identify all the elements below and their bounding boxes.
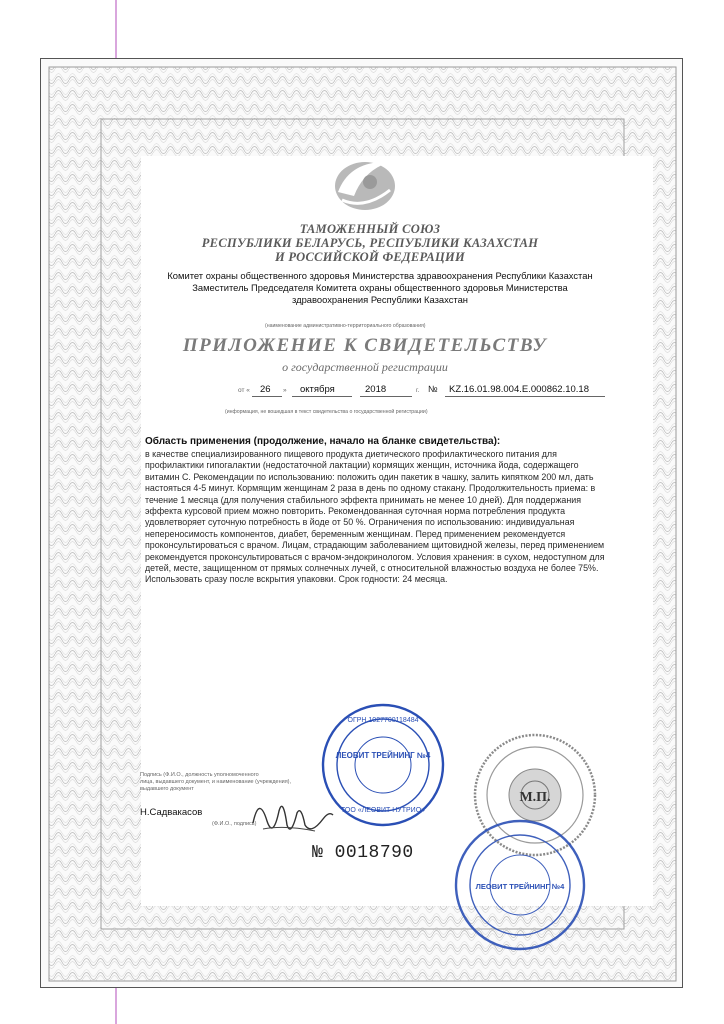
seal-label: М.П. (519, 790, 551, 805)
number-prefix: № (428, 384, 438, 394)
year-underline (360, 396, 412, 397)
signature-caption: (Ф.И.О., подпись) (212, 821, 257, 827)
document-subtitle: о государственной регистрации (282, 360, 448, 374)
info-caption: (информация, не вошедшая в текст свидетельства о государственной регистрации) (225, 409, 428, 415)
date-prefix: от « (238, 387, 250, 394)
number-underline (445, 396, 605, 397)
union-line-2: РЕСПУБЛИКИ БЕЛАРУСЬ, РЕСПУБЛИКИ КАЗАХСТАН (201, 236, 539, 250)
certificate-number: KZ.16.01.98.004.E.000862.10.18 (449, 384, 589, 395)
union-line-3: И РОССИЙСКОЙ ФЕДЕРАЦИИ (274, 250, 466, 264)
eurasian-union-emblem (330, 152, 400, 214)
day-suffix: » (283, 387, 287, 394)
authority-line-2: Заместитель Председателя Комитета охраны общественного здоровья Министерства (192, 281, 568, 293)
issuing-authority (140, 270, 620, 305)
authority-line-1: Комитет охраны общественного здоровья Министерства здравоохранения Республики Казахстан (167, 270, 593, 281)
application-text: в качестве специализированного пищевого продукта диетического профилактического питания для профилактики гипогалактии (недостаточной лактации) кормящих женщин, источника йода, содержащего витамин С. Рекомендации по использованию: положить один пакетик в чашку, залить кипятком 200 мл, дать настояться 4-5 минут. Кормящим женщинам 2 раза в день по одному стакану. Продолжительность приема: в течение 1 месяца (для получения стабильного эффекта принимать не менее 10 дней). Для поддержания эффекта курсовой прием можно повторить. Рекомендованная суточная норма потребления продукта удовлетворяет суточную потребность в йоде от 50 %. Ограничения по использованию: индивидуальная непереносимость компонентов, диабет, беременным женщинам. Перед применением рекомендуется проконсультироваться с врачом. Лицам, страдающим заболеванием щитовидной железы, перед применением рекомендуется проконсультироваться с врачом-эндокринологом. Условия хранения: в сухом, недоступном для детей, месте, защищенном от прямых солнечных лучей, с относительной влажностью воздуха не более 75%. Использовать сразу после вскрытия упаковки. Срок годности: 24 месяца. (145, 449, 605, 585)
stamp-ogrn: ОГРН 1027700118484 (347, 717, 419, 724)
signer-caption-line-2: лица, выдавшего документ, и наименование (учреждения), (140, 779, 292, 785)
signer-caption-line-3: выдавшего документ (140, 786, 194, 792)
day-underline (252, 396, 282, 397)
document-title: ПРИЛОЖЕНИЕ К СВИДЕТЕЛЬСТВУ (182, 335, 548, 356)
blank-number-prefix: № (312, 843, 324, 863)
blank-number (312, 843, 414, 863)
organization-stamp-main (318, 700, 448, 830)
date-month: октября (300, 384, 335, 395)
section-heading: Область применения (продолжение, начало на бланке свидетельства): (145, 436, 501, 447)
authority-line-3: здравоохранения Республики Казахстан (292, 293, 468, 305)
signer-name: Н.Садвакасов (140, 807, 203, 818)
signer-caption-line-1: Подпись (Ф.И.О., должность уполномоченного (140, 772, 259, 778)
date-day: 26 (260, 384, 271, 395)
authority-caption: (наименование административно-территориального образования) (265, 323, 426, 329)
union-line-1: ТАМОЖЕННЫЙ СОЮЗ (299, 222, 441, 236)
stamp-org-name: ТОО «ЛЕОВИТ НУТРИО» (340, 807, 426, 814)
month-underline (292, 396, 352, 397)
organization-stamp-second (450, 815, 590, 955)
blank-number-value: 0018790 (334, 843, 414, 863)
date-year: 2018 (365, 384, 387, 395)
stamp-inner-text: ЛЕОВИТ ТРЕЙНИНГ №4 (335, 751, 431, 760)
stamp-second-inner-text: ЛЕОВИТ ТРЕЙНИНГ №4 (475, 882, 565, 891)
year-suffix: г. (416, 387, 420, 394)
